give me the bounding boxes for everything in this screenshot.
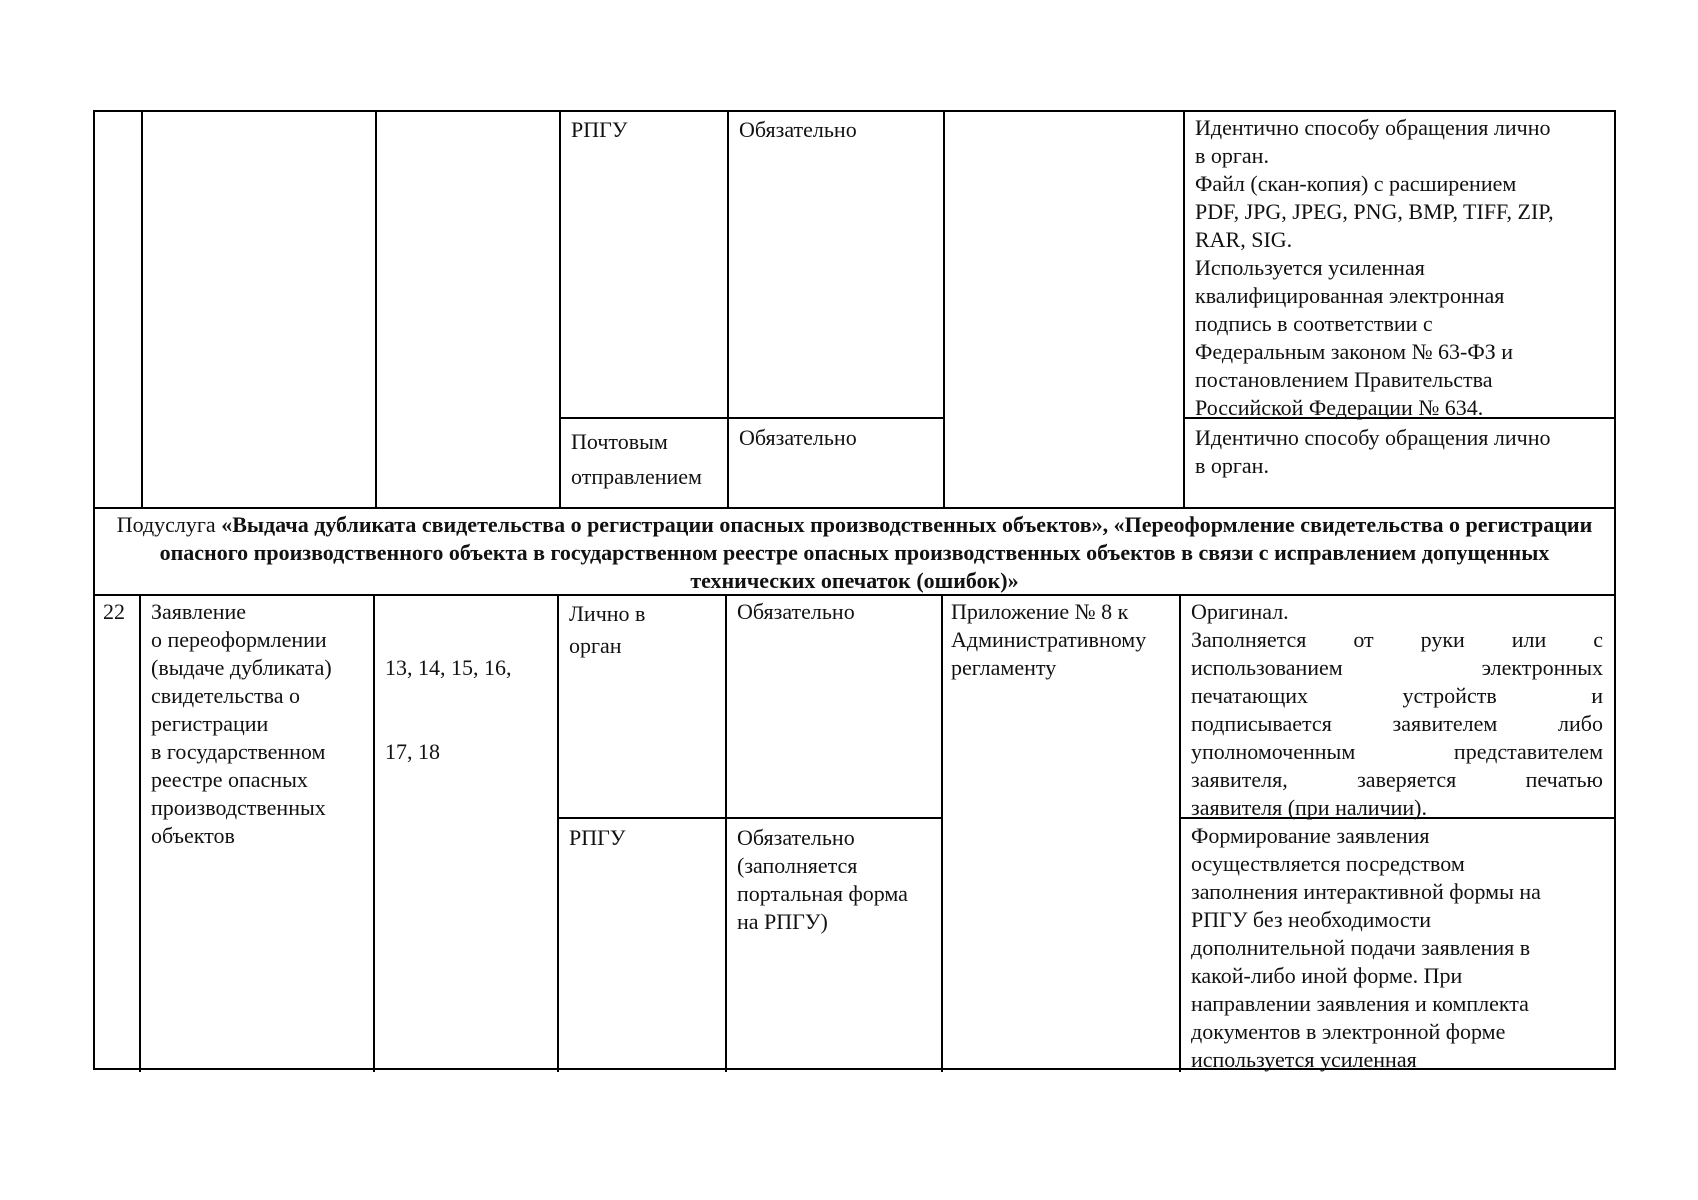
row-divider: [95, 594, 1614, 596]
form-reference: Приложение № 8 к Административному регламенту: [951, 599, 1147, 680]
requirements-table: [93, 110, 1616, 1070]
notes-rpgu: Идентично способу обращения лично в орган. Файл (скан-копия) с расширением PDF, JPG, JPEG, PNG, BMP, TIFF, ZIP, RAR, SIG. Используется усиленная квалифицированная электронная подпись в соответствии с Федеральным законом № 63-ФЗ и постановлением Правительства Российской Федерации № 634.: [1195, 115, 1554, 420]
col-divider: [139, 594, 141, 1072]
col-divider: [941, 594, 943, 1072]
notes-post: Идентично способу обращения лично в орган.: [1195, 425, 1551, 478]
method-personal: Лично в орган: [569, 601, 646, 658]
method-rpgu: РПГУ: [571, 117, 628, 142]
row-divider: [559, 417, 943, 419]
col-divider: [559, 112, 561, 507]
col-divider: [725, 594, 727, 1072]
col-divider: [373, 594, 375, 1072]
notes-rpgu-22: Формирование заявления осуществляется посредством заполнения интерактивной формы на РПГУ без необходимости дополнительной подачи заявления в какой-либо иной форме. При направлении заявления и комплекта документов в электронной форме используется усиленная: [1191, 823, 1541, 1072]
col-divider: [1179, 594, 1181, 1072]
requirement-personal: Обязательно: [737, 599, 855, 624]
requirement-post: Обязательно: [739, 425, 857, 450]
col-divider: [557, 594, 559, 1072]
row-number: 22: [103, 599, 125, 624]
col-divider: [727, 112, 729, 507]
step-numbers: 13, 14, 15, 16, 17, 18: [385, 655, 512, 764]
subservice-header: Подуслуга «Выдача дубликата свидетельства о регистрации опасных производственных объектов», «Переоформление свидетельства о регистрации опасного производственного объекта в государственном реестре опасных производственных объектов в связи с исправлением допущенных технических опечаток (ошибок)»: [116, 512, 1593, 593]
row-divider: [95, 507, 1614, 509]
col-divider: [375, 112, 377, 507]
method-rpgu-22: РПГУ: [569, 825, 626, 850]
col-divider: [943, 112, 945, 507]
method-post: Почтовым отправлением: [571, 429, 702, 489]
document-name: Заявление о переоформлении (выдаче дубликата) свидетельства о регистрации в государственном реестре опасных производственных объектов: [151, 599, 332, 848]
requirement-rpgu: Обязательно: [739, 117, 857, 142]
row-divider: [557, 817, 941, 819]
col-divider: [1183, 112, 1185, 507]
requirement-rpgu-22: Обязательно (заполняется портальная форма на РПГУ): [737, 825, 908, 934]
notes-personal: Оригинал. Заполняется от руки или с использованием электронных печатающих устройств и подписывается заявителем либо уполномоченным представителем заявителя, заверяется печатью заявителя (при наличии).: [1191, 599, 1603, 820]
col-divider: [141, 112, 143, 507]
